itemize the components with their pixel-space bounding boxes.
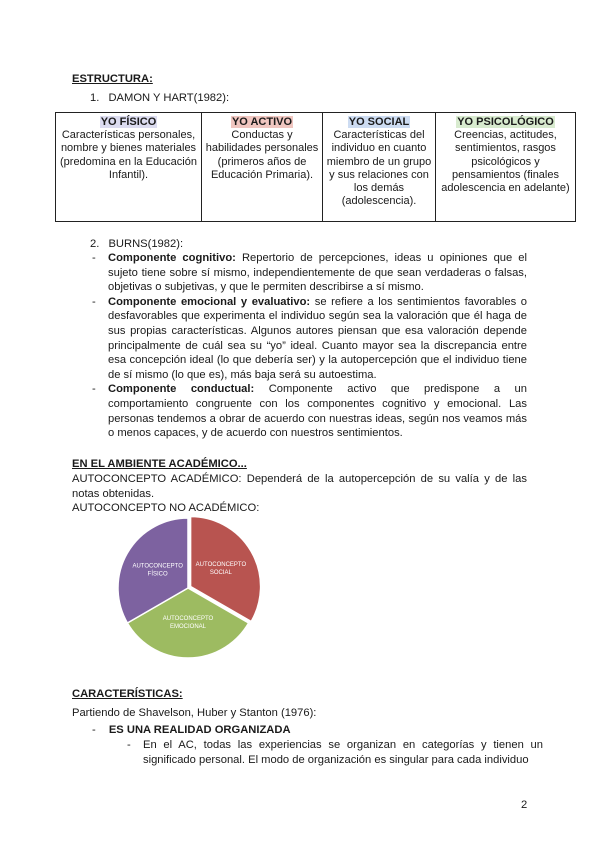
yo-table: [55, 112, 576, 222]
item-title: ES UNA REALIDAD ORGANIZADA: [108, 724, 291, 736]
list-item-damon-hart: [90, 91, 229, 106]
yo-description: Características del individuo en cuanto miembro de un grupo y sus relaciones con los demás (adolescencia).: [326, 129, 432, 208]
component-title: Componente emocional y evaluativo:: [108, 295, 311, 308]
yo-title: YO FÍSICO: [100, 116, 157, 128]
ambiente-heading: EN EL AMBIENTE ACADÉMICO...: [72, 458, 247, 470]
yo-description: Creencias, actitudes, sentimientos, rasgos psicológicos y pensamientos (finales adolescencia en adelante): [441, 129, 570, 195]
dash: -: [92, 383, 96, 396]
list-number: 2.: [90, 238, 100, 250]
yo-title: YO ACTIVO: [231, 116, 293, 128]
list-label: BURNS(1982):: [108, 238, 184, 250]
pie-slice-label: AUTOCONCEPTO SOCIAL: [195, 562, 247, 576]
pie-chart: [108, 508, 278, 668]
component-text: Repertorio de percepciones, ideas u opiniones que el sujeto tiene sobre sí mismo, independientemente de que sean verdaderas o falsas, objetivas o subjetivas, y que le permiten describirse a sí mismo.: [108, 252, 528, 294]
autoconcepto-academico: AUTOCONCEPTO ACADÉMICO: Dependerá de la autopercepción de su valía y de las notas obtenidas.: [72, 473, 527, 500]
component-text: se refiere a los sentimientos favorables o desfavorables que experimenta el individuo según sea la valoración que él haga de sus propias características. Algunos autores piensan que esa valoración depende principalmente de cuál sea su “yo” ideal. Cuanto mayor sea la discrepancia entre esa concepción ideal (lo que debería ser) y la autopercepción que el individuo tiene de sí mismo (lo que es), más baja será su autoestima.: [108, 295, 527, 381]
list-item-organizada: [92, 723, 291, 738]
pie-slice-label: AUTOCONCEPTO EMOCIONAL: [162, 616, 214, 630]
component-text: Componente activo que predispone a un comportamiento congruente con los componentes cognitivo y emocional. Las personas tendemos a obrar de acuerdo con nuestras ideas, según nos veamos más o menos capaces, y de acuerdo con nuestros sentimientos.: [108, 383, 527, 440]
sub-item-text: En el AC, todas las experiencias se organizan en categorías y tienen un significado personal. El modo de organización es singular para cada individuo: [143, 739, 543, 766]
list-label: DAMON Y HART(1982):: [108, 92, 230, 104]
sub-item: [127, 738, 543, 767]
yo-description: Conductas y habilidades personales (primeros años de Educación Primaria).: [205, 129, 319, 181]
dash: -: [92, 252, 96, 264]
component-title: Componente conductual:: [108, 383, 255, 396]
yo-title: YO SOCIAL: [348, 116, 410, 128]
yo-cell: [436, 113, 576, 222]
component-item: [92, 382, 527, 440]
estructura-heading: ESTRUCTURA:: [72, 73, 153, 85]
caracteristicas-intro: Partiendo de Shavelson, Huber y Stanton (1976):: [72, 707, 317, 719]
yo-cell: [56, 113, 202, 222]
components-list: [92, 251, 527, 441]
yo-description: Características personales, nombre y bienes materiales (predomina en la Educación Infantil).: [60, 129, 197, 181]
yo-cell: [323, 113, 436, 222]
yo-title: YO PSICOLÓGICO: [457, 116, 554, 128]
yo-cell: [202, 113, 323, 222]
dash: -: [92, 295, 96, 308]
list-number: 1.: [90, 92, 100, 104]
caracteristicas-heading: CARACTERÍSTICAS:: [72, 688, 183, 700]
component-item: [92, 295, 527, 383]
list-item-burns: [90, 237, 183, 252]
page-number: 2: [521, 799, 528, 811]
component-title: Componente cognitivo:: [108, 252, 236, 264]
pie-slice-label: AUTOCONCEPTO FÍSICO: [132, 563, 183, 578]
dash: -: [92, 724, 96, 736]
autoconcepto-no-academico: AUTOCONCEPTO NO ACADÉMICO:: [72, 502, 260, 514]
dash: -: [127, 739, 131, 751]
component-item: [92, 251, 527, 295]
